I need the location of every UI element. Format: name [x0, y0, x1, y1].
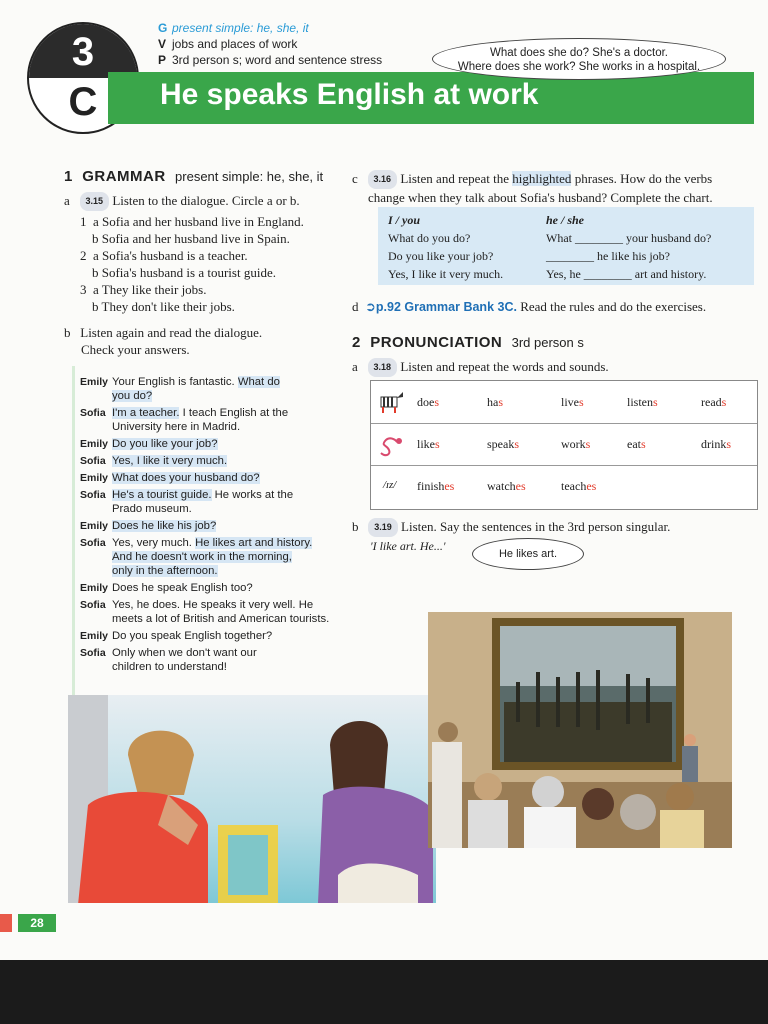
key-g-text: present simple: he, she, it	[172, 21, 309, 35]
pronunciation-b-instruction: b 3.19 Listen. Say the sentences in the 3rd person singular.	[352, 518, 670, 537]
pronunciation-example: 'I like art. He...'	[370, 539, 446, 553]
pronunciation-table	[370, 380, 758, 510]
dialogue-line: Do you like your job?	[112, 438, 218, 450]
key-p: P	[158, 53, 167, 67]
grammar-b-instruction: b Listen again and read the dialogue. Check your answers.	[64, 325, 263, 357]
chart-col2-row1[interactable]: What ________ your husband do?	[546, 231, 712, 245]
pronunciation-word: listens	[627, 395, 658, 409]
option-2a[interactable]: a Sofia's husband is a teacher.	[93, 248, 248, 263]
dialogue-line: Do you speak English together?	[112, 630, 273, 642]
unit-letter: C	[68, 80, 98, 124]
verb-chart	[378, 207, 754, 285]
audio-track-badge[interactable]: 3.15	[80, 192, 110, 211]
key-v-text: jobs and places of work	[172, 37, 298, 51]
pronunciation-word: teaches	[561, 479, 597, 493]
dialogue-line: Only when we don't want our children to understand!	[112, 647, 257, 673]
option-2b[interactable]: b Sofia's husband is a tourist guide.	[92, 265, 276, 280]
photo-museum-guide	[428, 612, 732, 848]
dialogue-line: Your English is fantastic. What do you do?	[112, 376, 280, 402]
chart-col1-row2: Do you like your job?	[388, 249, 494, 263]
pronunciation-word: watches	[487, 479, 526, 493]
dialogue-speaker: Emily	[80, 582, 109, 594]
option-1b[interactable]: b Sofia and her husband live in Spain.	[92, 231, 290, 246]
pronunciation-word: does	[417, 395, 439, 409]
dialogue-speaker: Sofia	[80, 599, 106, 611]
pronunciation-word: speaks	[487, 437, 519, 451]
zebra-icon	[375, 389, 405, 415]
page-tab-marker	[0, 914, 12, 932]
section-c-instruction: c 3.16 Listen and repeat the highlighted phrases. How do the verbs change when they talk about Sofia's husband? Complete the chart.	[352, 171, 713, 205]
dialogue-speaker: Sofia	[80, 455, 106, 467]
pronunciation-word: finishes	[417, 479, 455, 493]
pronunciation-word: works	[561, 437, 591, 451]
lesson-title: He speaks English at work	[160, 78, 539, 111]
speech-bubble-example: He likes art.	[472, 538, 584, 570]
dialogue-speaker: Sofia	[80, 489, 106, 501]
option-3a[interactable]: a They like their jobs.	[93, 282, 207, 297]
scan-edge-band	[0, 960, 768, 1024]
pronunciation-word: lives	[561, 395, 584, 409]
bubble-line-2: Where does she work? She works in a hospital.	[457, 61, 701, 73]
page-number: 28	[18, 914, 56, 932]
pronunciation-word: likes	[417, 437, 440, 451]
dialogue-speaker: Emily	[80, 376, 109, 388]
dialogue-line: Does he like his job?	[112, 520, 217, 532]
key-g: G	[158, 21, 168, 35]
option-1a[interactable]: a Sofia and her husband live in England.	[93, 214, 304, 229]
chart-col1-row3: Yes, I like it very much.	[388, 267, 504, 281]
chart-col1-row1: What do you do?	[388, 231, 471, 245]
dialogue-speaker: Emily	[80, 438, 109, 450]
dialogue-speaker: Sofia	[80, 647, 106, 659]
dialogue-line: Yes, he does. He speaks it very well. He meets a lot of British and American tourists.	[112, 599, 330, 625]
dialogue-speaker: Emily	[80, 630, 109, 642]
dialogue-line: Does he speak English too?	[112, 582, 253, 594]
dialogue-speaker: Emily	[80, 472, 109, 484]
audio-track-badge[interactable]: 3.18	[368, 358, 398, 377]
dialogue-line: Yes, very much. He likes art and history. And he doesn't work in the morning, only in the afternoon.	[112, 537, 313, 577]
grammar-bank-link[interactable]: p.92 Grammar Bank 3C.	[375, 300, 517, 314]
grammar-heading: 1 GRAMMAR present simple: he, she, it	[64, 168, 324, 185]
arrow-circle-icon: ➲	[365, 300, 376, 315]
dialogue-speaker: Sofia	[80, 537, 106, 549]
chart-col2-row2[interactable]: ________ he like his job?	[546, 249, 670, 263]
pronunciation-word: eats	[627, 437, 646, 451]
pronunciation-a-instruction: a 3.18 Listen and repeat the words and sounds.	[352, 358, 609, 377]
pronunciation-word: drinks	[701, 437, 732, 451]
dialogue-line: Yes, I like it very much.	[112, 455, 228, 467]
snake-icon	[377, 431, 407, 459]
lesson-keys	[158, 20, 382, 68]
pronunciation-word: has	[487, 395, 503, 409]
key-p-text: 3rd person s; word and sentence stress	[172, 53, 383, 67]
unit-number: 3	[71, 30, 95, 74]
speech-bubble-top	[432, 38, 726, 80]
dialogue-line: I'm a teacher. I teach English at the University here in Madrid.	[112, 407, 289, 433]
audio-track-badge[interactable]: 3.19	[368, 518, 398, 537]
chart-col2-head: he / she	[546, 213, 585, 227]
dialogue-speaker: Sofia	[80, 407, 106, 419]
dialogue-speaker: Emily	[80, 520, 109, 532]
photo-two-women	[68, 695, 436, 903]
chart-col2-row3[interactable]: Yes, he ________ art and history.	[546, 267, 707, 281]
pronunciation-word: reads	[701, 395, 727, 409]
bubble-line-1: What does she do? She's a doctor.	[489, 47, 668, 59]
dialogue-line: What does your husband do?	[112, 472, 260, 484]
grammar-a-instruction: a 3.15 Listen to the dialogue. Circle a or b.	[64, 192, 300, 211]
dialogue-line: He's a tourist guide. He works at the Prado museum.	[112, 489, 294, 515]
grammar-options: 1 a Sofia and her husband live in England. b Sofia and her husband live in Spain. 2 a Sofia's husband is a teacher. b Sofia's husband is a tourist guide. 3 a They like their jobs. b They don't like their jobs.	[80, 214, 304, 314]
section-d: d ➲p.92 Grammar Bank 3C. Read the rules and do the exercises.	[352, 299, 707, 315]
audio-track-badge[interactable]: 3.16	[368, 170, 398, 189]
sound-symbol: /ɪz/	[383, 479, 397, 491]
chart-col1-head: I / you	[388, 213, 421, 227]
pronunciation-heading: 2 PRONUNCIATION 3rd person s	[352, 334, 584, 351]
option-3b[interactable]: b They don't like their jobs.	[92, 299, 235, 314]
key-v: V	[158, 37, 167, 51]
